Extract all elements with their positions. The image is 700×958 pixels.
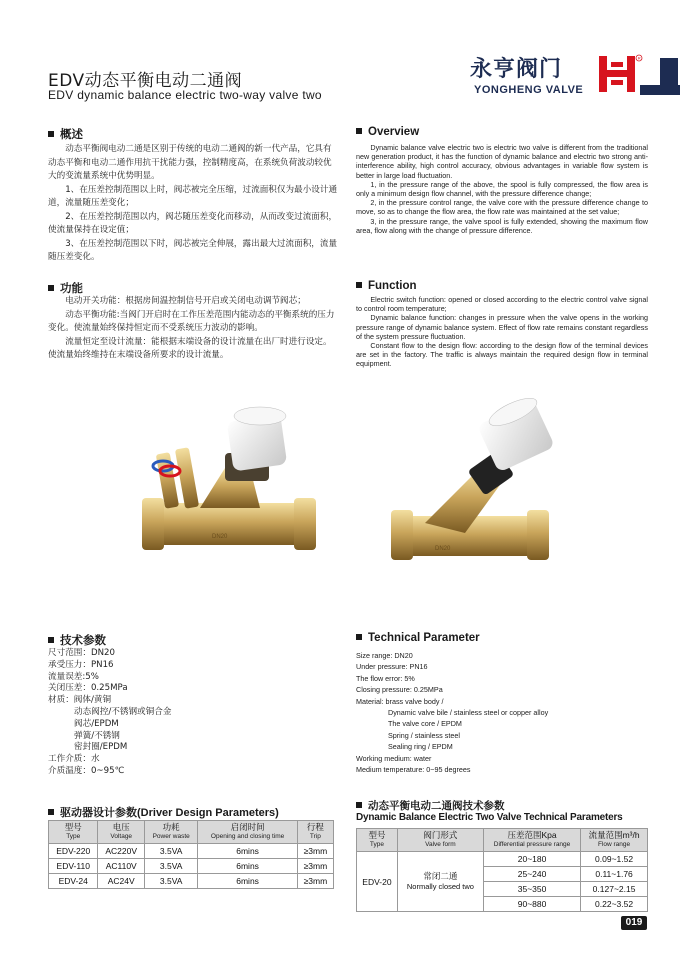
dynamic-table-heading-en: Dynamic Balance Electric Two Valve Technical Parameters	[356, 812, 623, 823]
table-row: EDV-220 AC220V 3.5VA 6mins ≥3mm	[49, 844, 334, 859]
overview-heading-cn: 概述	[48, 126, 83, 142]
overview-heading-en: Overview	[356, 126, 419, 138]
technical-list-en: Size range: DN20 Under pressure: PN16 The flow error: 5% Closing pressure: 0.25MPa Material: brass valve body / Dynamic valve bile / stainless steel or copper alloy The valve core / EPDM Spring / stainless steel Sealing ring / EPDM Working medium: water Medium temperature: 0~95 degrees	[356, 651, 549, 775]
dynamic-col-flow: 流量范围m³/h Flow range	[581, 829, 648, 852]
function-heading-en: Function	[356, 280, 417, 292]
driver-table-header-row	[49, 821, 334, 844]
driver-col-power: 功耗 Power waste	[144, 821, 198, 844]
dynamic-table-header-row	[357, 829, 648, 852]
driver-col-trip: 行程 Trip	[297, 821, 333, 844]
driver-table-heading: 驱动器设计参数(Driver Design Parameters)	[48, 804, 279, 820]
technical-list-cn: 尺寸范围：DN20 承受压力：PN16 流量误差:5% 关闭压差：0.25MPa 材质：阀体/黄铜 动态阀控/不锈钢或铜合金 阀芯/EPDM 弹簧/不锈钢 密封圈/EPDM 工作介质：水 介质温度：0~95℃	[48, 648, 172, 776]
brand-corner-bar	[660, 58, 678, 88]
table-row: 35~350 0.127~2.15	[357, 882, 648, 897]
table-row: EDV-110 AC110V 3.5VA 6mins ≥3mm	[49, 859, 334, 874]
table-row: 25~240 0.11~1.76	[357, 867, 648, 882]
page-title-cn: EDV动态平衡电动二通阀	[48, 71, 243, 91]
function-text-en: Electric switch function: opened or closed according to the electric control valve signal to control room temperature; Dynamic balance function: changes in pressure when the valve opens in the working pressure range of dynamic balance system. Effect of flow rate remains constant regardless of the system pressure fluctuation. Constant flow to the design flow: according to the design flow of the terminal devices are set in the factory. The traffic is always maintain the required design flow in terminal equipment.	[356, 295, 648, 369]
dynamic-form-cell: 常闭二通 Normally closed two	[397, 852, 483, 912]
valve-marking-right: DN20	[435, 546, 451, 552]
driver-col-time: 启闭时间 Opening and closing time	[198, 821, 297, 844]
svg-text:R: R	[637, 55, 641, 61]
brand-corner-bar-bottom	[640, 85, 680, 95]
brand-logo-icon	[597, 52, 643, 96]
overview-text-en: Dynamic balance valve electric two is electric two valve is different from the traditional new generation product, it has the function of dynamic balance and electric two strong anti-interference ability, high control accuracy, obvious advantages in variable flow system is better in large load fluctuation. 1, in the pressure range of the above, the spool is fully compressed, the flow area is only a minimum design flow channel, with the pressure difference change; 2, in the pressure control range, the valve core with the pressure difference change to move, so as to change the flow area, the flow rate was maintained at the set value; 3, in the pressure range, the valve spool is fully extended, showing the maximum flow area, flow along with the change of pressure difference.	[356, 143, 648, 235]
table-row: 90~880 0.22~3.52	[357, 897, 648, 912]
brand-name-cn: 永亨阀门	[470, 57, 563, 82]
driver-col-type: 型号 Type	[49, 821, 98, 844]
dynamic-col-form: 阀门形式 Valve form	[397, 829, 483, 852]
brand-name-en: YONGHENG VALVE	[474, 84, 584, 96]
function-heading-cn: 功能	[48, 280, 83, 296]
valve-photo-right	[385, 398, 575, 578]
valve-marking-left: DN20	[212, 534, 228, 540]
dynamic-table-heading-cn: 动态平衡电动二通阀技术参数	[356, 798, 505, 813]
technical-heading-en: Technical Parameter	[356, 632, 480, 644]
dynamic-col-type: 型号 Type	[357, 829, 398, 852]
table-row: EDV-24 AC24V 3.5VA 6mins ≥3mm	[49, 874, 334, 889]
technical-heading-cn: 技术参数	[48, 632, 106, 648]
dynamic-table	[356, 828, 648, 912]
function-text-cn: 电动开关功能：根据房间温控制信号开启或关闭电动调节阀芯； 动态平衡功能:当阀门开启时在工作压差范围内能动态的平衡系统的压力变化。使流量始终保持恒定而不受系统压力波动的影响。 流量恒定至设计流量：能根据末端设备的设计流量在出厂时进行设定。使流量始终维持在末端设备所要求的设计流量。	[48, 296, 335, 360]
page-number: 019	[621, 916, 647, 930]
driver-col-voltage: 电压 Voltage	[98, 821, 144, 844]
overview-text-cn: 动态平衡阀电动二通是区别于传统的电动二通阀的新一代产品，它具有动态平衡和电动二通作用抗干扰能力强，控制精度高，在系统负荷波动较优大的变流量系统中优势明显。 1、在压差控制范围以上时，阀芯被完全压缩，过流面积仅为最小设计通道，流量随压差变化； 2、在压差控制范围以内，阀芯随压差变化而移动，从而改变过流面积，使流量保持在设定值； 3、在压差控制范围以下时，阀芯被完全伸展，露出最大过流面积，流量随压差变化。	[48, 144, 338, 262]
driver-table	[48, 820, 334, 889]
table-row: EDV-20 常闭二通 Normally closed two 20~180 0.09~1.52	[357, 852, 648, 867]
valve-photo-left	[130, 398, 330, 578]
dynamic-type-cell: EDV-20	[357, 852, 398, 912]
page-title-en: EDV dynamic balance electric two-way valve two	[48, 88, 322, 102]
dynamic-col-pressure: 压差范围Kpa Differential pressure range	[483, 829, 580, 852]
